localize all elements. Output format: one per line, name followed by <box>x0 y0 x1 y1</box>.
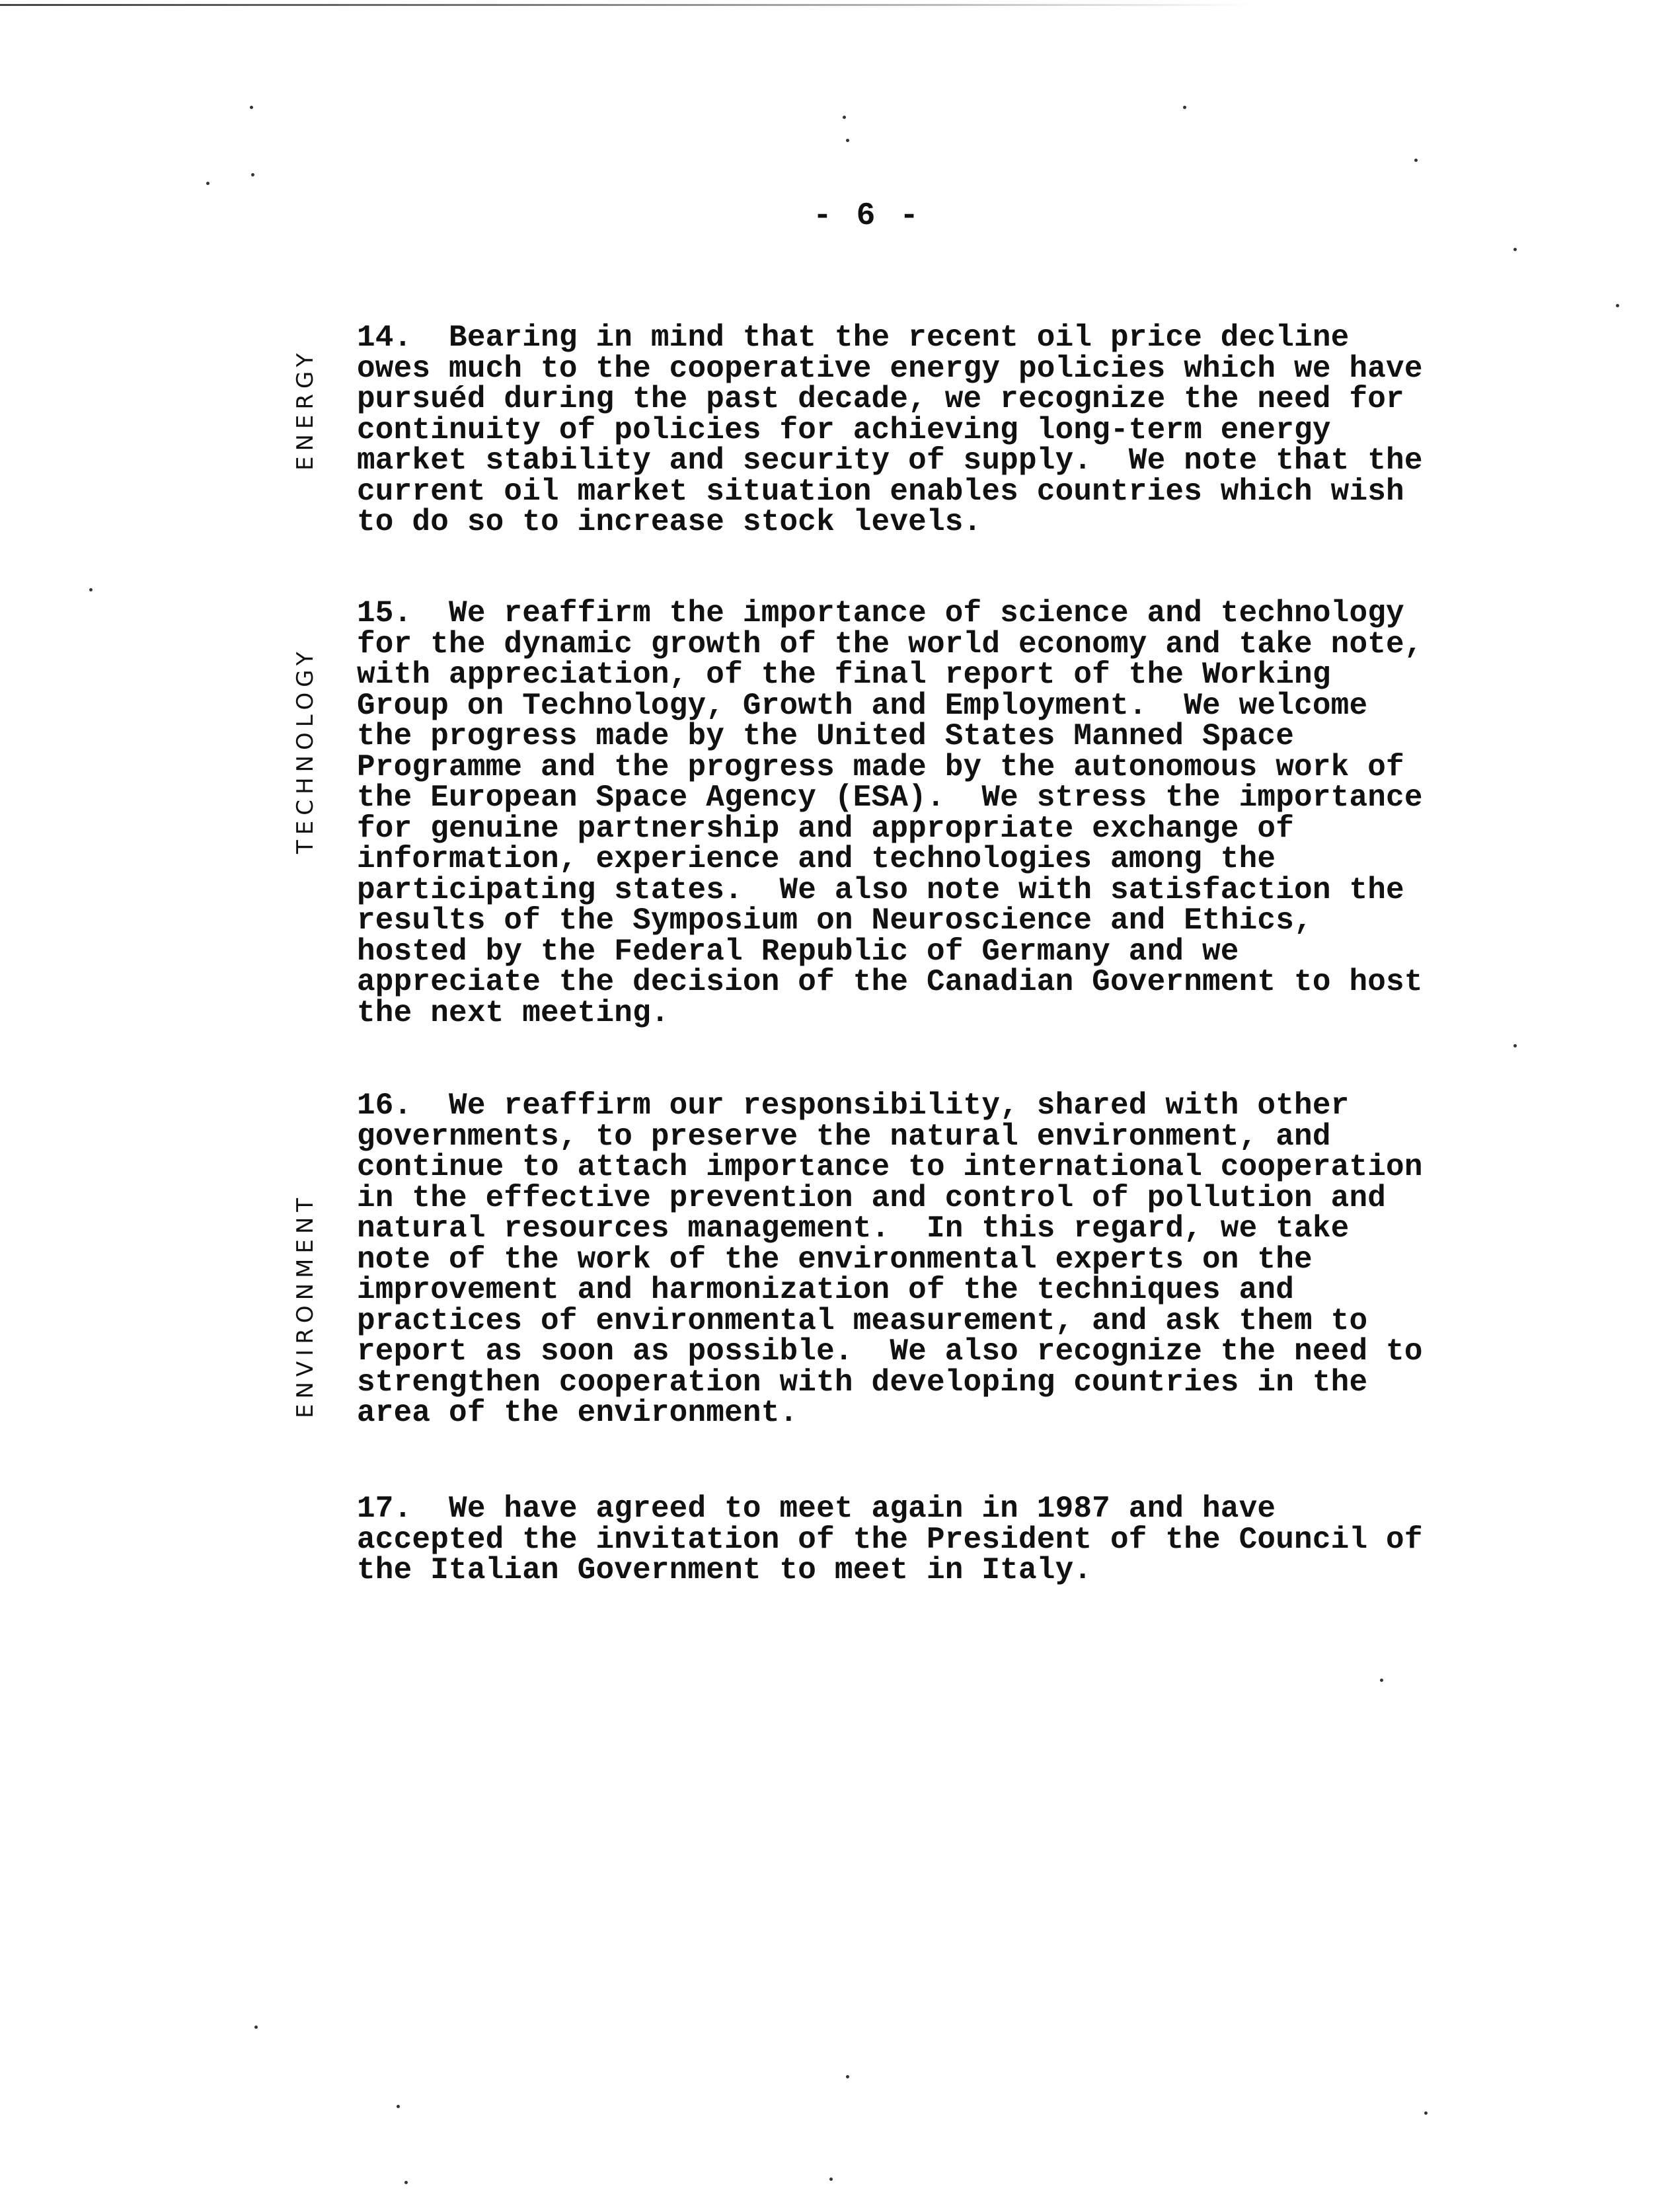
scan-speck <box>250 106 253 109</box>
scan-speck <box>829 2178 833 2181</box>
paragraph-14: 14. Bearing in mind that the recent oil price decline owes much to the cooperative energy policies which we have pursuéd during the past decade, we recognize the need for continuity of policies for achieving long-term energy market stability and security of supply. We note that the current oil market situation enables countries which wish to do so to increase stock levels. <box>357 321 1423 539</box>
scan-speck <box>1424 2111 1428 2115</box>
scan-speck <box>1513 248 1517 251</box>
scan-top-rule <box>0 4 1256 6</box>
margin-label-environment: ENVIRONMENT <box>292 1192 319 1418</box>
scan-speck <box>843 116 846 119</box>
scan-speck <box>254 2026 258 2029</box>
scan-speck <box>89 588 93 591</box>
scan-speck <box>206 182 210 185</box>
margin-label-energy: ENERGY <box>292 348 319 471</box>
scan-speck <box>1380 1679 1383 1682</box>
margin-label-technology: TECHNOLOGY <box>292 646 319 854</box>
page-number: - 6 - <box>813 198 922 234</box>
scan-speck <box>1513 1044 1517 1047</box>
paragraph-17: 17. We have agreed to meet again in 1987 and have accepted the invitation of the President of the Council of the Italian Government to meet in Italy. <box>357 1492 1423 1587</box>
scan-speck <box>846 2075 849 2078</box>
paragraph-15: 15. We reaffirm the importance of science and technology for the dynamic growth of the world economy and take note, with appreciation, of the final report of the Working Group on Technology, Growth and Employment. We welcome the progress made by the United States Manned Space Programme and the progress made by the autonomous work of the European Space Agency (ESA). We stress the importance for genuine partnership and appropriate exchange of information, experience and technologies among the participating states. We also note with satisfaction the results of the Symposium on Neuroscience and Ethics, hosted by the Federal Republic of Germany and we appreciate the decision of the Canadian Government to host the next meeting. <box>357 596 1423 1030</box>
scan-speck <box>1414 159 1418 162</box>
scan-speck <box>404 2181 408 2184</box>
scan-speck <box>251 173 254 176</box>
scan-speck <box>397 2105 400 2108</box>
scan-speck <box>846 139 849 142</box>
scan-speck <box>1616 304 1619 307</box>
scan-speck <box>1183 106 1186 109</box>
paragraph-16: 16. We reaffirm our responsibility, shared with other governments, to preserve the natural environment, and continue to attach importance to international cooperation in the effective prevention and control of pollution and natural resources management. In this regard, we take note of the work of the environmental experts on the improvement and harmonization of the techniques and practices of environmental measurement, and ask them to report as soon as possible. We also recognize the need to strengthen cooperation with developing countries in the area of the environment. <box>357 1088 1423 1430</box>
